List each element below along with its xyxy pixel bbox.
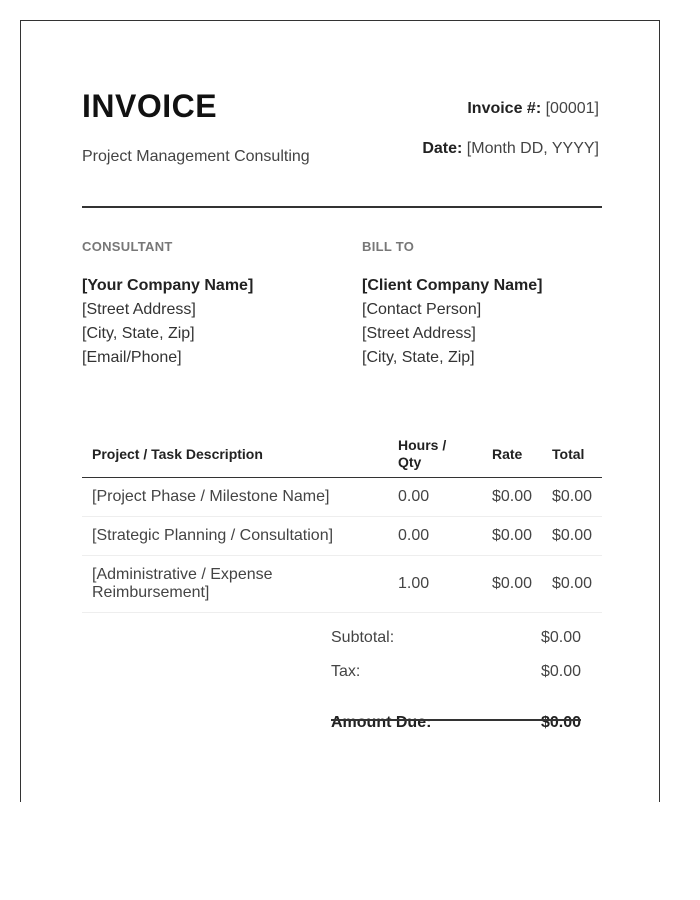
consultant-city: [City, State, Zip] (82, 325, 195, 342)
row-total: $0.00 (542, 517, 602, 556)
header-qty: Hours / Qty (388, 431, 482, 478)
consultant-block (82, 239, 322, 370)
row-description: [Administrative / Expense Reimbursement] (82, 556, 388, 613)
row-description: [Strategic Planning / Consultation] (82, 517, 388, 556)
client-city: [City, State, Zip] (362, 349, 475, 366)
table-row (82, 517, 602, 556)
consultant-name: [Your Company Name] (82, 277, 254, 294)
tax-value: $0.00 (540, 663, 581, 680)
tax-label: Tax: (331, 663, 361, 680)
row-rate: $0.00 (482, 517, 542, 556)
amount-due-value: $0.00 (540, 714, 581, 731)
invoice-date-value: [Month DD, YYYY] (466, 140, 599, 157)
amount-due-row (331, 714, 581, 732)
table-header-row (82, 431, 602, 478)
row-total: $0.00 (542, 478, 602, 517)
subtotal-label: Subtotal: (331, 629, 395, 646)
bill-to-heading: BILL TO (362, 239, 415, 254)
row-description: [Project Phase / Milestone Name] (82, 478, 388, 517)
line-items-table (82, 431, 602, 613)
client-street: [Street Address] (362, 325, 476, 342)
row-qty: 1.00 (388, 556, 482, 613)
invoice-date (422, 140, 599, 158)
table-row (82, 556, 602, 613)
subtotal-row (331, 629, 581, 647)
client-name: [Client Company Name] (362, 277, 543, 294)
row-qty: 0.00 (388, 478, 482, 517)
header-divider (82, 206, 602, 208)
invoice-page (20, 20, 660, 802)
row-rate: $0.00 (482, 478, 542, 517)
invoice-title: INVOICE (82, 88, 218, 124)
consultant-contact: [Email/Phone] (82, 349, 182, 366)
bill-to-block (362, 239, 602, 370)
table-row (82, 478, 602, 517)
totals-divider (331, 719, 581, 721)
client-contact: [Contact Person] (362, 301, 482, 318)
header-description: Project / Task Description (82, 431, 388, 478)
tax-row (331, 663, 581, 681)
amount-due-label: Amount Due: (331, 714, 432, 731)
header-total: Total (542, 431, 602, 478)
invoice-date-label: Date: (422, 140, 463, 157)
row-qty: 0.00 (388, 517, 482, 556)
subtotal-value: $0.00 (540, 629, 581, 646)
row-total: $0.00 (542, 556, 602, 613)
consultant-street: [Street Address] (82, 301, 196, 318)
invoice-subtitle: Project Management Consulting (82, 148, 310, 165)
header-rate: Rate (482, 431, 542, 478)
row-rate: $0.00 (482, 556, 542, 613)
invoice-number-label: Invoice #: (467, 100, 542, 117)
consultant-heading: CONSULTANT (82, 239, 173, 254)
invoice-number (467, 100, 599, 118)
invoice-number-value: [00001] (545, 100, 599, 117)
